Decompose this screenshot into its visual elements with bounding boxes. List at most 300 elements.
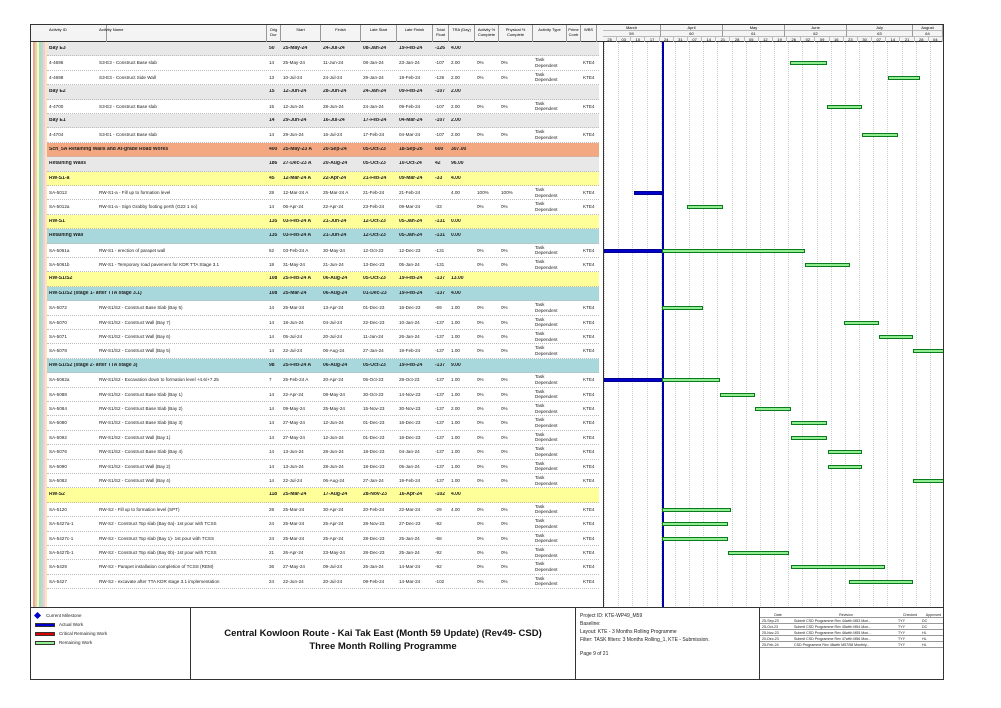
column-header-apct[interactable]: Activity % Complete xyxy=(475,25,499,42)
cell-tf: -92 xyxy=(435,550,442,555)
cell-ls: 30-Oct-23 xyxy=(363,391,384,397)
day-label: 26 xyxy=(787,37,801,42)
legend-label: Actual Work xyxy=(59,622,84,627)
revision-cell: Approved xyxy=(925,613,942,617)
table-row[interactable] xyxy=(47,445,599,459)
column-header-tf[interactable]: Total Float xyxy=(433,25,449,42)
remaining-work-bar[interactable] xyxy=(791,436,827,440)
table-row[interactable] xyxy=(47,460,599,474)
cell-wbs: KTE4 xyxy=(583,262,595,267)
cell-finish: 25-May-24 xyxy=(323,406,345,411)
cell-apct: 0% xyxy=(477,463,484,469)
wbs-band-row[interactable] xyxy=(47,85,599,99)
cell-wbs: KTE4 xyxy=(583,564,595,570)
remaining-work-bar[interactable] xyxy=(791,421,827,425)
cell-ls: 18-Dec-23 xyxy=(363,463,385,469)
column-header-finish[interactable]: Finish xyxy=(321,25,361,42)
cell-tf: -107 xyxy=(435,60,445,66)
cell-ppct: 0% xyxy=(501,319,508,325)
project-id: Project ID: KTE-WP49_M59 xyxy=(580,613,643,619)
cell-ppct: 0% xyxy=(501,406,508,411)
cell-tf: -68 xyxy=(435,535,442,541)
table-row[interactable] xyxy=(47,258,599,272)
cell-ls: 05-Oct-23 xyxy=(363,276,386,282)
cell-wbs: KTE4 xyxy=(583,377,595,383)
cell-wbs: KTE4 xyxy=(583,391,595,397)
cell-finish: 28-Jun-24 xyxy=(323,463,344,469)
cell-lf: 19-Feb-24 xyxy=(399,290,423,296)
cell-ls: 20-Feb-24 xyxy=(363,506,385,512)
cell-ls: 08-Jan-24 xyxy=(363,60,384,66)
remaining-work-bar[interactable] xyxy=(755,407,791,411)
table-row[interactable] xyxy=(47,200,599,214)
wbs-band-row[interactable] xyxy=(47,488,599,502)
cell-od: 108 xyxy=(269,276,278,282)
cell-od: 28 xyxy=(269,506,275,512)
cell-tf: -137 xyxy=(435,420,445,426)
cell-od: 36 xyxy=(269,564,275,570)
cell-name: S3-E2 - Construct Base slab xyxy=(99,103,157,109)
cell-ls: 12-Oct-23 xyxy=(363,247,384,253)
cell-wbs: KTE4 xyxy=(583,190,595,195)
remaining-work-bar[interactable] xyxy=(662,508,732,512)
day-label: 21 xyxy=(716,37,730,42)
cell-od: 14 xyxy=(269,434,275,440)
cell-apct: 0% xyxy=(477,319,484,325)
cell-ls: 13-Dec-23 xyxy=(363,262,385,267)
table-row[interactable] xyxy=(47,330,599,344)
filter: Filter: TASK filters: 3 Months Rolling_1, KTE - Submission. xyxy=(580,637,710,643)
remaining-work-bar[interactable] xyxy=(888,76,920,80)
cell-finish: 13-Apr-24 xyxy=(323,305,344,311)
cell-lf: 19-Feb-24 xyxy=(399,74,421,80)
column-header-wbs[interactable]: WBS xyxy=(581,25,597,42)
cell-id: RW-S1/S2 (stage 1- after TTA stage 3.1) xyxy=(49,290,142,296)
cell-type: Task Dependent xyxy=(535,374,558,385)
wbs-band-row[interactable] xyxy=(47,215,599,229)
table-row[interactable] xyxy=(47,71,599,85)
day-label: 12 xyxy=(759,37,773,42)
month-label: June xyxy=(785,25,847,31)
cell-lf: 05-Jan-24 xyxy=(399,218,423,224)
remaining-work-bar[interactable] xyxy=(720,393,756,397)
cell-ls: 05-Oct-23 xyxy=(363,146,386,152)
cell-lf: 10-Jan-24 xyxy=(399,319,420,325)
cell-type: Task Dependent xyxy=(535,446,558,457)
cell-apct: 0% xyxy=(477,564,484,570)
cell-name: RW-S1/S2 - Construct Wall (Bay 6) xyxy=(99,334,171,339)
cell-type: Task Dependent xyxy=(535,403,558,414)
cell-od: 14 xyxy=(269,305,275,311)
cell-start: 22-Apr-24 xyxy=(283,391,304,397)
cell-od: 14 xyxy=(269,319,275,325)
column-header-pc[interactable]: Prime Contr xyxy=(567,25,581,42)
cell-finish: 24-Jul-24 xyxy=(323,74,343,80)
project-info xyxy=(576,608,760,680)
actual-work-bar[interactable] xyxy=(604,378,662,382)
cell-type: Task Dependent xyxy=(535,302,558,313)
remaining-work-bar[interactable] xyxy=(662,249,805,253)
column-header-type[interactable]: Activity Type xyxy=(533,25,567,42)
cell-lf: 09-Mar-24 xyxy=(399,204,421,210)
wbs-band-row[interactable] xyxy=(47,287,599,301)
cell-wbs: KTE4 xyxy=(583,463,595,469)
revision-cell: 25-Feb-24 xyxy=(762,643,779,647)
cell-wbs: KTE4 xyxy=(583,334,595,339)
cell-start: 29-Jun-24 xyxy=(283,118,307,123)
column-header-tra[interactable]: TRA (Day) xyxy=(449,25,475,42)
cell-start: 25-Feb-24 A xyxy=(283,362,312,368)
cell-name: RW-S2 - Fill up to formation level (SPT) xyxy=(99,506,180,512)
cell-start: 10-Jul-24 xyxy=(283,74,303,80)
cell-wbs: KTE4 xyxy=(583,74,595,80)
cell-od: 24 xyxy=(269,521,275,527)
remaining-work-bar[interactable] xyxy=(827,105,862,109)
column-header-ppct[interactable]: Physical % Complete xyxy=(499,25,533,42)
cell-finish: 12-Jun-24 xyxy=(323,434,344,440)
cell-start: 25-Feb-24 A xyxy=(283,276,312,282)
cell-tf: -137 xyxy=(435,276,446,282)
timeline-header xyxy=(603,25,943,42)
revision-cell: 25-Nov-23 xyxy=(762,631,779,635)
cell-start: 03-Feb-24 A xyxy=(283,233,312,239)
cell-start: 05-Jul-24 xyxy=(283,334,303,339)
cell-type: Task Dependent xyxy=(535,475,558,486)
cell-tf: -137 xyxy=(435,377,445,383)
cell-start: 12-Mar-24 A xyxy=(283,175,312,181)
cell-ls: 23-Feb-24 xyxy=(363,204,385,210)
cell-start: 25-Mar-24 xyxy=(283,290,307,296)
cell-ls: 26-Jan-24 xyxy=(363,564,384,570)
table-row[interactable] xyxy=(47,532,599,546)
table-row[interactable] xyxy=(47,186,599,200)
cell-tra: 0.00 xyxy=(451,233,461,239)
cell-ppct: 0% xyxy=(501,463,508,469)
remaining-work-bar[interactable] xyxy=(879,335,913,339)
month-label: May xyxy=(723,25,785,31)
cell-apct: 0% xyxy=(477,103,484,109)
table-row[interactable] xyxy=(47,546,599,560)
cell-ppct: 0% xyxy=(501,478,508,483)
title-block xyxy=(191,608,576,680)
week-gridline xyxy=(902,42,903,622)
cell-type: Task Dependent xyxy=(535,187,558,198)
cell-tra: 4.00 xyxy=(451,190,460,195)
cell-tra: 13.00 xyxy=(451,276,464,282)
table-row[interactable] xyxy=(47,100,599,114)
wbs-band-row[interactable] xyxy=(47,114,599,128)
cell-tra: 2.00 xyxy=(451,132,460,138)
cell-lf: 14-Mar-24 xyxy=(399,578,421,584)
remaining-work-bar[interactable] xyxy=(687,205,723,209)
remaining-work-bar[interactable] xyxy=(791,565,885,569)
cell-start: 25-Mar-24 xyxy=(283,305,305,311)
cell-start: 12-Mar-24 A xyxy=(283,190,309,195)
day-label: 31 xyxy=(674,37,688,42)
wbs-band-row[interactable] xyxy=(47,172,599,186)
cell-tra: 4.00 xyxy=(451,175,461,181)
column-header-name[interactable]: Activity Name xyxy=(97,25,267,42)
cell-tf: -137 xyxy=(435,449,445,455)
table-row[interactable] xyxy=(47,316,599,330)
cell-tf: -92 xyxy=(435,521,442,527)
week-gridline xyxy=(930,42,931,622)
table-row[interactable] xyxy=(47,388,599,402)
cell-tra: 9.00 xyxy=(451,362,461,368)
remaining-work-bar[interactable] xyxy=(844,321,880,325)
cell-tf: -137 xyxy=(435,391,445,397)
week-gridline xyxy=(887,42,888,622)
cell-id: SA-5061a xyxy=(49,247,70,253)
week-gridline xyxy=(647,42,648,622)
cell-ls: 01-Dec-23 xyxy=(363,420,385,426)
cell-od: 52 xyxy=(269,247,275,253)
cell-od: 400 xyxy=(269,146,278,152)
cell-tf: -107 xyxy=(435,118,446,123)
week-gridline xyxy=(760,42,761,622)
remaining-work-bar[interactable] xyxy=(805,263,851,267)
cell-od: 13 xyxy=(269,74,275,80)
column-header-od[interactable]: Orig Dur xyxy=(267,25,281,42)
cell-apct: 0% xyxy=(477,506,484,512)
cell-lf: 19-Feb-24 xyxy=(399,348,421,354)
table-row[interactable] xyxy=(47,416,599,430)
cell-name: S3-E1 - Construct Base slab xyxy=(99,132,157,138)
cell-finish: 30-Apr-24 xyxy=(323,506,344,512)
cell-start: 09-May-24 xyxy=(283,406,305,411)
cell-finish: 28-Jun-24 xyxy=(323,449,344,455)
cell-tra: 4.00 xyxy=(451,46,461,51)
cell-start: 13-Jun-24 xyxy=(283,449,304,455)
cell-lf: 04-Mar-24 xyxy=(399,118,423,123)
wbs-band-row[interactable] xyxy=(47,143,599,157)
week-gridline xyxy=(802,42,803,622)
cell-apct: 0% xyxy=(477,204,484,210)
remaining-work-bar[interactable] xyxy=(662,522,728,526)
cell-ppct: 0% xyxy=(501,506,508,512)
data-date-line xyxy=(662,42,664,622)
revision-cell: DC xyxy=(922,619,928,623)
cell-id: RW-S1 xyxy=(49,218,65,224)
cell-name: RW-S1/S2 - Construct Wall (Bay 7) xyxy=(99,319,171,325)
remaining-work-bar[interactable] xyxy=(662,537,728,541)
cell-tra: 1.00 xyxy=(451,348,460,354)
cell-finish: 28-Jun-24 xyxy=(323,103,344,109)
column-header-lf[interactable]: Late Finish xyxy=(397,25,433,42)
revision-cell: TYY xyxy=(898,631,905,635)
revision-cell: Submit CSD Programme Rev 46with M55 Mon... xyxy=(794,631,872,635)
cell-finish: 21-Jun-24 xyxy=(323,233,347,239)
cell-id: RW-S2 xyxy=(49,492,65,498)
cell-tra: 1.00 xyxy=(451,434,460,440)
remaining-work-bar[interactable] xyxy=(849,580,914,584)
wbs-band-row[interactable] xyxy=(47,157,599,171)
baseline: Baseline: xyxy=(580,621,601,627)
table-row[interactable] xyxy=(47,503,599,517)
cell-finish: 24-Jul-24 xyxy=(323,46,345,51)
cell-ppct: 0% xyxy=(501,204,508,210)
cell-ls: 18-Dec-23 xyxy=(363,449,385,455)
table-row[interactable] xyxy=(47,402,599,416)
cell-finish: 20-Apr-24 xyxy=(323,377,344,383)
month-label: July xyxy=(847,25,913,31)
remaining-work-bar[interactable] xyxy=(913,349,944,353)
cell-tf: -137 xyxy=(435,319,445,325)
wbs-band-row[interactable] xyxy=(47,359,599,373)
cell-tf: -126 xyxy=(435,46,446,51)
remaining-work-bar[interactable] xyxy=(913,479,944,483)
wbs-band-row[interactable] xyxy=(47,42,599,56)
cell-start: 22-Jun-24 xyxy=(283,578,304,584)
cell-type: Task Dependent xyxy=(535,71,558,83)
cell-wbs: KTE4 xyxy=(583,103,595,109)
cell-finish: 09-Jul-24 xyxy=(323,564,343,570)
cell-id: SA-5090 xyxy=(49,463,67,469)
cell-name: S3-E3 - Construct Side Wall xyxy=(99,74,157,80)
remaining-work-bar[interactable] xyxy=(790,61,826,65)
revision-cell: Revision xyxy=(839,613,853,617)
cell-ls: 08-Jan-24 xyxy=(363,46,387,51)
day-label: 21 xyxy=(901,37,915,42)
cell-apct: 0% xyxy=(477,535,484,541)
cell-apct: 0% xyxy=(477,60,484,66)
column-header-start[interactable]: Start xyxy=(281,25,321,42)
cell-tf: -126 xyxy=(435,74,445,80)
revision-cell: 25-Sep-23 xyxy=(762,619,779,623)
cell-type: Task Dependent xyxy=(535,532,558,544)
cell-lf: 05-Jan-24 xyxy=(399,262,420,267)
cell-tf: -131 xyxy=(435,233,446,239)
wbs-band-row[interactable] xyxy=(47,229,599,243)
cell-lf: 14-Mar-24 xyxy=(399,564,421,570)
cell-od: 14 xyxy=(269,132,275,138)
cell-finish: 06-Aug-24 xyxy=(323,348,345,354)
revision-cell: 20-Dec-23 xyxy=(762,637,779,641)
cell-wbs: KTE4 xyxy=(583,449,595,455)
table-row[interactable] xyxy=(47,244,599,258)
cell-name: RW-S2 - Construct Top slab (Bay 0a)- 1st pour with TCSS xyxy=(99,521,217,527)
cell-name: RW-S1/S2 - Construct Base Slab (Bay 5) xyxy=(99,305,183,311)
cell-start: 25-May-24 xyxy=(283,46,308,51)
actual-work-bar[interactable] xyxy=(634,191,662,195)
cell-tra: 2.00 xyxy=(451,406,460,411)
cell-ppct: 0% xyxy=(501,348,508,354)
cell-od: 108 xyxy=(269,290,278,296)
cell-wbs: KTE4 xyxy=(583,132,595,138)
actual-work-bar[interactable] xyxy=(604,249,662,253)
cell-ppct: 0% xyxy=(501,420,508,426)
cell-apct: 0% xyxy=(477,74,484,80)
cell-type: Task Dependent xyxy=(535,345,558,356)
remaining-work-bar[interactable] xyxy=(662,306,703,310)
cell-tf: -137 xyxy=(435,406,445,411)
cell-apct: 0% xyxy=(477,521,484,527)
remaining-work-bar[interactable] xyxy=(828,450,862,454)
cell-start: 25-Mar-24 xyxy=(283,506,305,512)
table-row[interactable] xyxy=(47,344,599,358)
cell-type: Task Dependent xyxy=(535,417,558,428)
remaining-work-bar[interactable] xyxy=(662,378,720,382)
cell-ls: 12-Oct-23 xyxy=(363,218,386,224)
cell-start: 26-Apr-24 xyxy=(283,550,304,555)
remaining-work-bar[interactable] xyxy=(862,133,898,137)
cell-ls: 09-Feb-24 xyxy=(363,578,385,584)
cell-ppct: 0% xyxy=(501,247,508,253)
cell-od: 14 xyxy=(269,118,275,123)
cell-name: RW-S1/S2 - Construct Base Slab (Bay 3) xyxy=(99,420,183,426)
cell-ls: 17-Feb-24 xyxy=(363,132,385,138)
table-row[interactable] xyxy=(47,128,599,142)
remaining-work-bar[interactable] xyxy=(728,551,789,555)
week-gridline xyxy=(732,42,733,622)
table-row[interactable] xyxy=(47,575,599,589)
cell-ls: 24-Jan-24 xyxy=(363,103,384,109)
table-row[interactable] xyxy=(47,56,599,70)
legend-item xyxy=(35,640,92,645)
table-row[interactable] xyxy=(47,560,599,574)
cell-ppct: 100% xyxy=(501,190,513,195)
wbs-band-row[interactable] xyxy=(47,272,599,286)
week-gridline xyxy=(845,42,846,622)
legend-item xyxy=(35,622,83,627)
cell-lf: 09-Feb-24 xyxy=(399,103,421,109)
cell-tra: 1.00 xyxy=(451,305,460,311)
table-row[interactable] xyxy=(47,373,599,387)
cell-od: 186 xyxy=(269,161,278,167)
table-row[interactable] xyxy=(47,517,599,531)
column-header-id[interactable]: Activity ID xyxy=(47,25,107,42)
day-label: 24 xyxy=(660,37,674,42)
month-label: April xyxy=(661,25,723,31)
cell-apct: 0% xyxy=(477,132,484,138)
cell-id: SA-5092 xyxy=(49,434,67,440)
cell-lf: 05-Jan-24 xyxy=(399,233,423,239)
cell-tf: -107 xyxy=(435,103,445,109)
revision-cell: Date xyxy=(774,613,782,617)
cell-apct: 0% xyxy=(477,262,484,267)
cell-od: 98 xyxy=(269,362,275,368)
cell-id: SA-5088 xyxy=(49,391,67,397)
cell-apct: 100% xyxy=(477,190,489,195)
cell-ls: 05-Oct-23 xyxy=(363,362,386,368)
table-row[interactable] xyxy=(47,301,599,315)
cell-name: RW-S1 - erection of parapet wall xyxy=(99,247,166,253)
revision-cell: 25-Oct-23 xyxy=(762,625,778,629)
cell-start: 12-Jun-24 xyxy=(283,89,307,95)
cell-tf: -131 xyxy=(435,218,446,224)
cell-wbs: KTE4 xyxy=(583,478,595,483)
column-header-ls[interactable]: Late Start xyxy=(361,25,397,42)
milestone-diamond-icon xyxy=(34,612,41,619)
cell-od: 14 xyxy=(269,334,275,339)
cell-start: 25-Feb-24 A xyxy=(283,377,309,383)
cell-lf: 05-Jan-24 xyxy=(399,463,420,469)
cell-name: RW-S1-a - Fill up to formation level xyxy=(99,190,171,195)
cell-finish: 06-Aug-24 xyxy=(323,290,348,296)
remaining-work-bar[interactable] xyxy=(828,465,862,469)
table-row[interactable] xyxy=(47,474,599,488)
cell-name: RW-S1 - Temporary road pavement for KDR TTA Stage 3.1 xyxy=(99,262,220,267)
cell-tf: -137 xyxy=(435,334,445,339)
cell-tf: -137 xyxy=(435,434,445,440)
cell-start: 27-Dec-23 A xyxy=(283,161,312,167)
day-label: 19 xyxy=(773,37,787,42)
day-label: 25 xyxy=(603,37,617,42)
cell-type: Task Dependent xyxy=(535,460,558,472)
cell-ppct: 0% xyxy=(501,132,508,138)
cell-ls: 24-Jan-24 xyxy=(363,89,387,95)
table-row[interactable] xyxy=(47,431,599,445)
